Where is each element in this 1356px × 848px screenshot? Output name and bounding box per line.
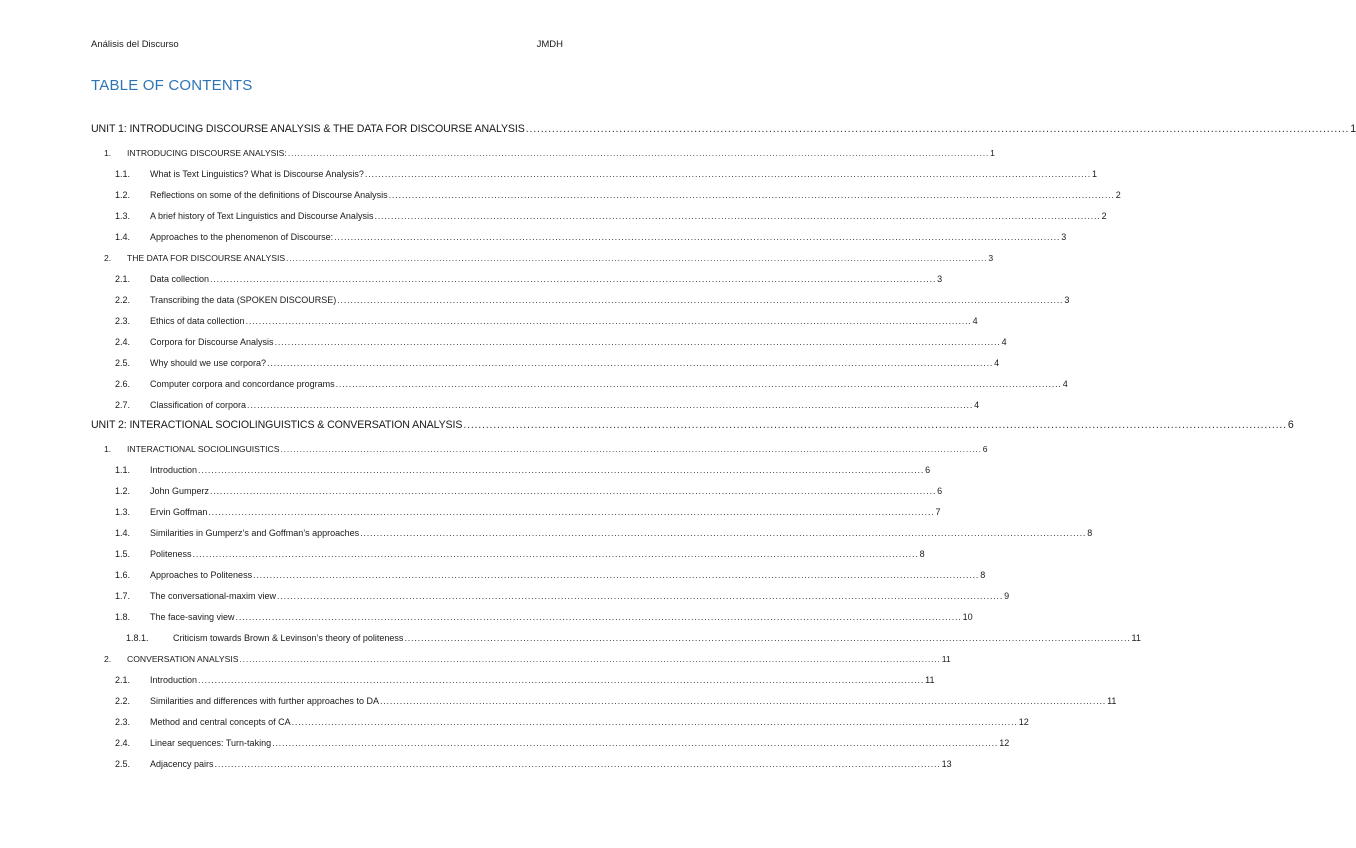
toc-entry-number: 2.4.	[115, 738, 131, 748]
toc-dot-leader: ............................................................................................................................................................................................................................	[214, 759, 941, 769]
toc-entry-number: 2.1.	[115, 274, 131, 284]
toc-entry-title: Approaches to Politeness	[150, 570, 253, 580]
toc-entry-page-number: 1	[1350, 123, 1356, 135]
toc-dot-leader: ............................................................................................................................................................................................................................	[208, 507, 935, 517]
toc-entry-number: 2.3.	[115, 717, 131, 727]
toc-entry-title: Why should we use corpora?	[150, 358, 267, 368]
toc-entry[interactable]	[91, 269, 943, 284]
toc-entry-title: Ervin Goffman	[150, 507, 208, 517]
toc-dot-leader: ............................................................................................................................................................................................................................	[525, 123, 1350, 135]
toc-dot-leader: ............................................................................................................................................................................................................................	[210, 486, 937, 496]
toc-entry-title: The conversational-maxim view	[150, 591, 277, 601]
toc-entry[interactable]	[91, 586, 1010, 601]
toc-entry-number: 2.5.	[115, 759, 131, 769]
toc-entry-title: Reflections on some of the definitions of Discourse Analysis	[150, 190, 388, 200]
toc-dot-leader: ............................................................................................................................................................................................................................	[253, 570, 980, 580]
toc-entry-page-number: 4	[974, 400, 980, 410]
toc-dot-leader: ............................................................................................................................................................................................................................	[388, 190, 1115, 200]
toc-entry-title: Politeness	[150, 549, 192, 559]
toc-entry[interactable]	[91, 353, 1000, 368]
toc-entry[interactable]	[91, 502, 941, 517]
toc-dot-leader: ............................................................................................................................................................................................................................	[210, 274, 937, 284]
toc-dot-leader: ............................................................................................................................................................................................................................	[277, 591, 1004, 601]
toc-entry-title: What is Text Linguistics? What is Discourse Analysis?	[150, 169, 364, 179]
toc-entry-title: Approaches to the phenomenon of Discourse:	[150, 232, 334, 242]
toc-entry-number: 1.3.	[115, 211, 131, 221]
toc-entry-number: 2.2.	[115, 295, 131, 305]
toc-dot-leader: ............................................................................................................................................................................................................................	[374, 211, 1101, 221]
toc-entry-title: Adjacency pairs	[150, 759, 214, 769]
toc-entry[interactable]	[91, 670, 935, 685]
toc-entry-title: Criticism towards Brown & Levinson’s theory of politeness	[173, 633, 404, 643]
toc-entry-number: 1.6.	[115, 570, 131, 580]
toc-entry-number: 2.5.	[115, 358, 131, 368]
toc-title: TABLE OF CONTENTS	[91, 77, 253, 94]
toc-entry-page-number: 4	[1062, 379, 1068, 389]
toc-entry-number: 2.3.	[115, 316, 131, 326]
toc-entry[interactable]	[91, 481, 943, 496]
toc-dot-leader: ............................................................................................................................................................................................................................	[239, 654, 941, 664]
toc-dot-leader: ............................................................................................................................................................................................................................	[235, 612, 962, 622]
toc-entry[interactable]	[91, 332, 1007, 347]
toc-entry-page-number: 9	[1004, 591, 1010, 601]
toc-entry-page-number: 6	[925, 465, 931, 475]
toc-entry-page-number: 8	[1087, 528, 1093, 538]
toc-entry[interactable]	[91, 754, 952, 769]
toc-entry-number: 2.1.	[115, 675, 131, 685]
toc-entry-title: A brief history of Text Linguistics and Discourse Analysis	[150, 211, 374, 221]
toc-dot-leader: ............................................................................................................................................................................................................................	[198, 465, 925, 475]
toc-dot-leader: ............................................................................................................................................................................................................................	[364, 169, 1092, 179]
header-course-title: Análisis del Discurso	[91, 39, 179, 50]
toc-entry-page-number: 8	[980, 570, 986, 580]
toc-entry[interactable]	[91, 185, 1121, 200]
toc-entry-page-number: 11	[1131, 633, 1141, 643]
toc-entry-page-number: 12	[1018, 717, 1029, 727]
toc-entry-number: 2.	[104, 253, 112, 263]
toc-entry-number: 1.8.1.	[126, 633, 149, 643]
toc-entry-title: John Gumperz	[150, 486, 210, 496]
toc-entry-number: 2.2.	[115, 696, 131, 706]
toc-entry[interactable]	[91, 416, 1294, 431]
toc-entry-number: 1.2.	[115, 190, 131, 200]
toc-entry-number: 1.3.	[115, 507, 131, 517]
header-author-initials: JMDH	[536, 39, 563, 50]
toc-entry-page-number: 11	[1107, 696, 1117, 706]
toc-entry-number: 1.4.	[115, 232, 131, 242]
toc-dot-leader: ............................................................................................................................................................................................................................	[337, 295, 1064, 305]
toc-dot-leader: ............................................................................................................................................................................................................................	[272, 738, 999, 748]
toc-entry[interactable]	[91, 120, 1356, 135]
toc-entry[interactable]	[91, 311, 978, 326]
toc-entry-page-number: 6	[937, 486, 943, 496]
toc-entry-title: UNIT 2: INTERACTIONAL SOCIOLINGUISTICS & CONVERSATION ANALYSIS	[91, 419, 463, 431]
toc-entry-page-number: 7	[935, 507, 941, 517]
toc-dot-leader: ............................................................................................................................................................................................................................	[360, 528, 1087, 538]
toc-entry-title: Ethics of data collection	[150, 316, 245, 326]
toc-entry[interactable]	[91, 607, 973, 622]
toc-entry-page-number: 3	[1064, 295, 1070, 305]
toc-dot-leader: ............................................................................................................................................................................................................................	[192, 549, 919, 559]
toc-entry-page-number: 12	[999, 738, 1010, 748]
toc-dot-leader: ............................................................................................................................................................................................................................	[245, 316, 972, 326]
toc-entry-number: 1.1.	[115, 169, 131, 179]
toc-entry-page-number: 1	[1092, 169, 1098, 179]
toc-entry-number: 1.	[104, 148, 112, 158]
toc-entry[interactable]	[91, 439, 988, 454]
toc-dot-leader: ............................................................................................................................................................................................................................	[267, 358, 994, 368]
toc-entry-title: Data collection	[150, 274, 210, 284]
toc-entry[interactable]	[91, 565, 986, 580]
toc-dot-leader: ............................................................................................................................................................................................................................	[274, 337, 1001, 347]
toc-entry[interactable]	[91, 523, 1093, 538]
toc-entry-title: THE DATA FOR DISCOURSE ANALYSIS	[127, 253, 286, 263]
toc-entry-page-number: 6	[982, 444, 988, 454]
toc-entry-page-number: 10	[962, 612, 973, 622]
toc-entry-number: 1.8.	[115, 612, 131, 622]
toc-entry-title: INTRODUCING DISCOURSE ANALYSIS:	[127, 148, 287, 158]
toc-entry-title: Introduction	[150, 465, 198, 475]
toc-dot-leader: ............................................................................................................................................................................................................................	[198, 675, 925, 685]
toc-entry-title: INTERACTIONAL SOCIOLINGUISTICS	[127, 444, 280, 454]
toc-entry-title: Introduction	[150, 675, 198, 685]
toc-entry-page-number: 4	[1001, 337, 1007, 347]
toc-entry-number: 1.	[104, 444, 112, 454]
toc-entry-page-number: 3	[937, 274, 943, 284]
toc-entry-number: 2.6.	[115, 379, 131, 389]
toc-entry-title: UNIT 1: INTRODUCING DISCOURSE ANALYSIS & THE DATA FOR DISCOURSE ANALYSIS	[91, 123, 525, 135]
toc-entry-page-number: 3	[988, 253, 994, 263]
toc-entry-page-number: 8	[919, 549, 925, 559]
toc-entry-page-number: 2	[1115, 190, 1121, 200]
toc-entry[interactable]	[91, 164, 1098, 179]
toc-entry[interactable]	[91, 143, 995, 158]
toc-dot-leader: ............................................................................................................................................................................................................................	[379, 696, 1107, 706]
toc-dot-leader: ............................................................................................................................................................................................................................	[280, 444, 982, 454]
toc-entry[interactable]	[91, 712, 1029, 727]
toc-entry[interactable]	[91, 460, 931, 475]
toc-entry-title: Classification of corpora	[150, 400, 247, 410]
toc-entry-page-number: 3	[1061, 232, 1067, 242]
toc-entry-page-number: 11	[925, 675, 935, 685]
toc-dot-leader: ............................................................................................................................................................................................................................	[404, 633, 1131, 643]
toc-entry[interactable]	[91, 290, 1070, 305]
toc-dot-leader: ............................................................................................................................................................................................................................	[247, 400, 974, 410]
toc-entry[interactable]	[91, 691, 1117, 706]
toc-entry-title: Linear sequences: Turn-taking	[150, 738, 272, 748]
toc-entry-title: Transcribing the data (SPOKEN DISCOURSE)	[150, 295, 337, 305]
toc-entry[interactable]	[91, 395, 980, 410]
toc-entry-title: Corpora for Discourse Analysis	[150, 337, 274, 347]
toc-dot-leader: ............................................................................................................................................................................................................................	[291, 717, 1018, 727]
toc-entry[interactable]	[91, 649, 951, 664]
toc-entry-page-number: 4	[972, 316, 978, 326]
toc-entry-title: Similarities in Gumperz’s and Goffman’s approaches	[150, 528, 360, 538]
toc-entry-title: CONVERSATION ANALYSIS	[127, 654, 239, 664]
toc-entry[interactable]	[91, 227, 1067, 242]
toc-entry-page-number: 11	[941, 654, 951, 664]
toc-entry[interactable]	[91, 544, 925, 559]
toc-entry-number: 1.2.	[115, 486, 131, 496]
toc-dot-leader: ............................................................................................................................................................................................................................	[287, 148, 990, 158]
toc-entry[interactable]	[91, 628, 1141, 643]
toc-entry-number: 1.5.	[115, 549, 131, 559]
toc-entry-page-number: 6	[1287, 419, 1294, 431]
toc-dot-leader: ............................................................................................................................................................................................................................	[335, 379, 1062, 389]
toc-entry-number: 1.4.	[115, 528, 131, 538]
toc-entry-title: Computer corpora and concordance programs	[150, 379, 335, 389]
toc-dot-leader: ............................................................................................................................................................................................................................	[463, 419, 1287, 431]
toc-dot-leader: ............................................................................................................................................................................................................................	[286, 253, 988, 263]
toc-entry-page-number: 4	[994, 358, 1000, 368]
toc-dot-leader: ............................................................................................................................................................................................................................	[334, 232, 1061, 242]
toc-entry-page-number: 13	[941, 759, 952, 769]
toc-entry-page-number: 1	[990, 148, 995, 158]
toc-entry-title: Similarities and differences with further approaches to DA	[150, 696, 379, 706]
toc-entry-title: Method and central concepts of CA	[150, 717, 291, 727]
toc-entry-page-number: 2	[1101, 211, 1107, 221]
toc-entry[interactable]	[91, 374, 1068, 389]
toc-entry[interactable]	[91, 733, 1010, 748]
toc-entry[interactable]	[91, 248, 994, 263]
toc-entry-title: The face-saving view	[150, 612, 235, 622]
toc-entry-number: 2.	[104, 654, 112, 664]
toc-entry-number: 1.7.	[115, 591, 131, 601]
toc-entry-number: 1.1.	[115, 465, 131, 475]
toc-entry[interactable]	[91, 206, 1107, 221]
toc-entry-number: 2.4.	[115, 337, 131, 347]
toc-entry-number: 2.7.	[115, 400, 131, 410]
